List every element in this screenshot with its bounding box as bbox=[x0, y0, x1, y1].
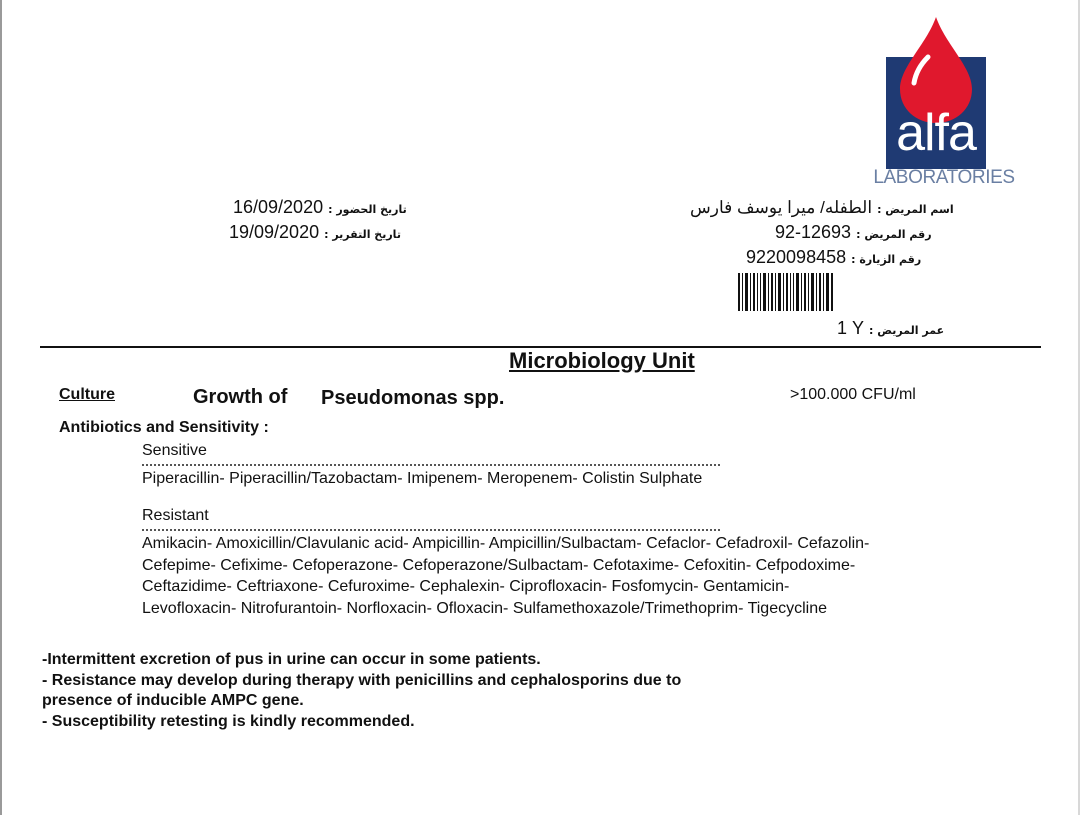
visit-number: 9220098458 bbox=[746, 247, 847, 267]
attendance-date: 16/09/2020 bbox=[233, 197, 324, 217]
note-line: -Intermittent excretion of pus in urine can occur in some patients. bbox=[42, 651, 541, 668]
report-date-row bbox=[229, 222, 401, 243]
attendance-date-label: تاريخ الحضور : bbox=[328, 203, 407, 216]
sensitive-divider bbox=[142, 464, 720, 466]
patient-id-row bbox=[775, 222, 932, 243]
patient-name-row bbox=[690, 197, 954, 218]
page-left-edge bbox=[0, 0, 2, 815]
patient-age-label: عمر المريض : bbox=[869, 324, 945, 337]
note-line: - Susceptibility retesting is kindly recommended. bbox=[42, 712, 415, 730]
sensitive-label: Sensitive bbox=[142, 442, 207, 459]
antibiotic-line: Ceftazidime- Ceftriaxone- Cefuroxime- Cephalexin- Ciprofloxacin- Fosfomycin- Gentamicin- bbox=[142, 578, 790, 595]
antibiotic-line: Piperacillin- Piperacillin/Tazobactam- Imipenem- Meropenem- Colistin Sulphate bbox=[142, 470, 703, 487]
antibiotic-line: Cefepime- Cefixime- Cefoperazone- Cefoperazone/Sulbactam- Cefotaxime- Cefoxitin- Cefpodoxime- bbox=[142, 556, 856, 574]
culture-label: Culture bbox=[59, 386, 115, 403]
report-notes bbox=[42, 650, 681, 732]
note-line: - Resistance may develop during therapy with penicillins and cephalosporins due to bbox=[42, 671, 682, 689]
patient-age-row bbox=[837, 318, 944, 339]
note-line: presence of inducible AMPC gene. bbox=[42, 692, 304, 709]
visit-barcode bbox=[738, 273, 834, 311]
colony-count: >100.000 CFU/ml bbox=[790, 386, 916, 403]
resistant-divider bbox=[142, 529, 720, 531]
visit-number-label: رقم الزيارة : bbox=[851, 253, 922, 266]
antibiotic-line: Amikacin- Amoxicillin/Clavulanic acid- Ampicillin- Ampicillin/Sulbactam- Cefaclor- Cefadroxil- Cefazolin- bbox=[142, 535, 870, 552]
resistant-label: Resistant bbox=[142, 507, 209, 524]
report-date-label: تاريخ التقرير : bbox=[324, 228, 401, 241]
report-date: 19/09/2020 bbox=[229, 222, 320, 242]
sensitivity-title: Antibiotics and Sensitivity : bbox=[59, 419, 269, 436]
patient-name-label: اسم المريض : bbox=[877, 203, 954, 216]
logo-subtitle: LABORATORIES bbox=[873, 167, 1015, 188]
growth-label: Growth of bbox=[193, 386, 288, 408]
patient-id: 92-12693 bbox=[775, 222, 852, 242]
logo-wordmark: alfa bbox=[896, 104, 976, 162]
alfa-laboratories-logo bbox=[864, 15, 1024, 190]
attendance-date-row bbox=[233, 197, 407, 218]
sensitive-antibiotics bbox=[142, 468, 702, 490]
visit-number-row bbox=[746, 247, 921, 268]
resistant-antibiotics bbox=[142, 533, 869, 619]
unit-title: Microbiology Unit bbox=[509, 348, 695, 373]
patient-id-label: رقم المريض : bbox=[856, 228, 932, 241]
patient-name: الطفله/ ميرا يوسف فارس bbox=[690, 198, 873, 217]
organism-name: Pseudomonas spp. bbox=[321, 387, 505, 409]
antibiotic-line: Levofloxacin- Nitrofurantoin- Norfloxacin- Ofloxacin- Sulfamethoxazole/Trimethoprim- Tigecycline bbox=[142, 599, 828, 617]
patient-age: 1 Y bbox=[837, 318, 865, 338]
